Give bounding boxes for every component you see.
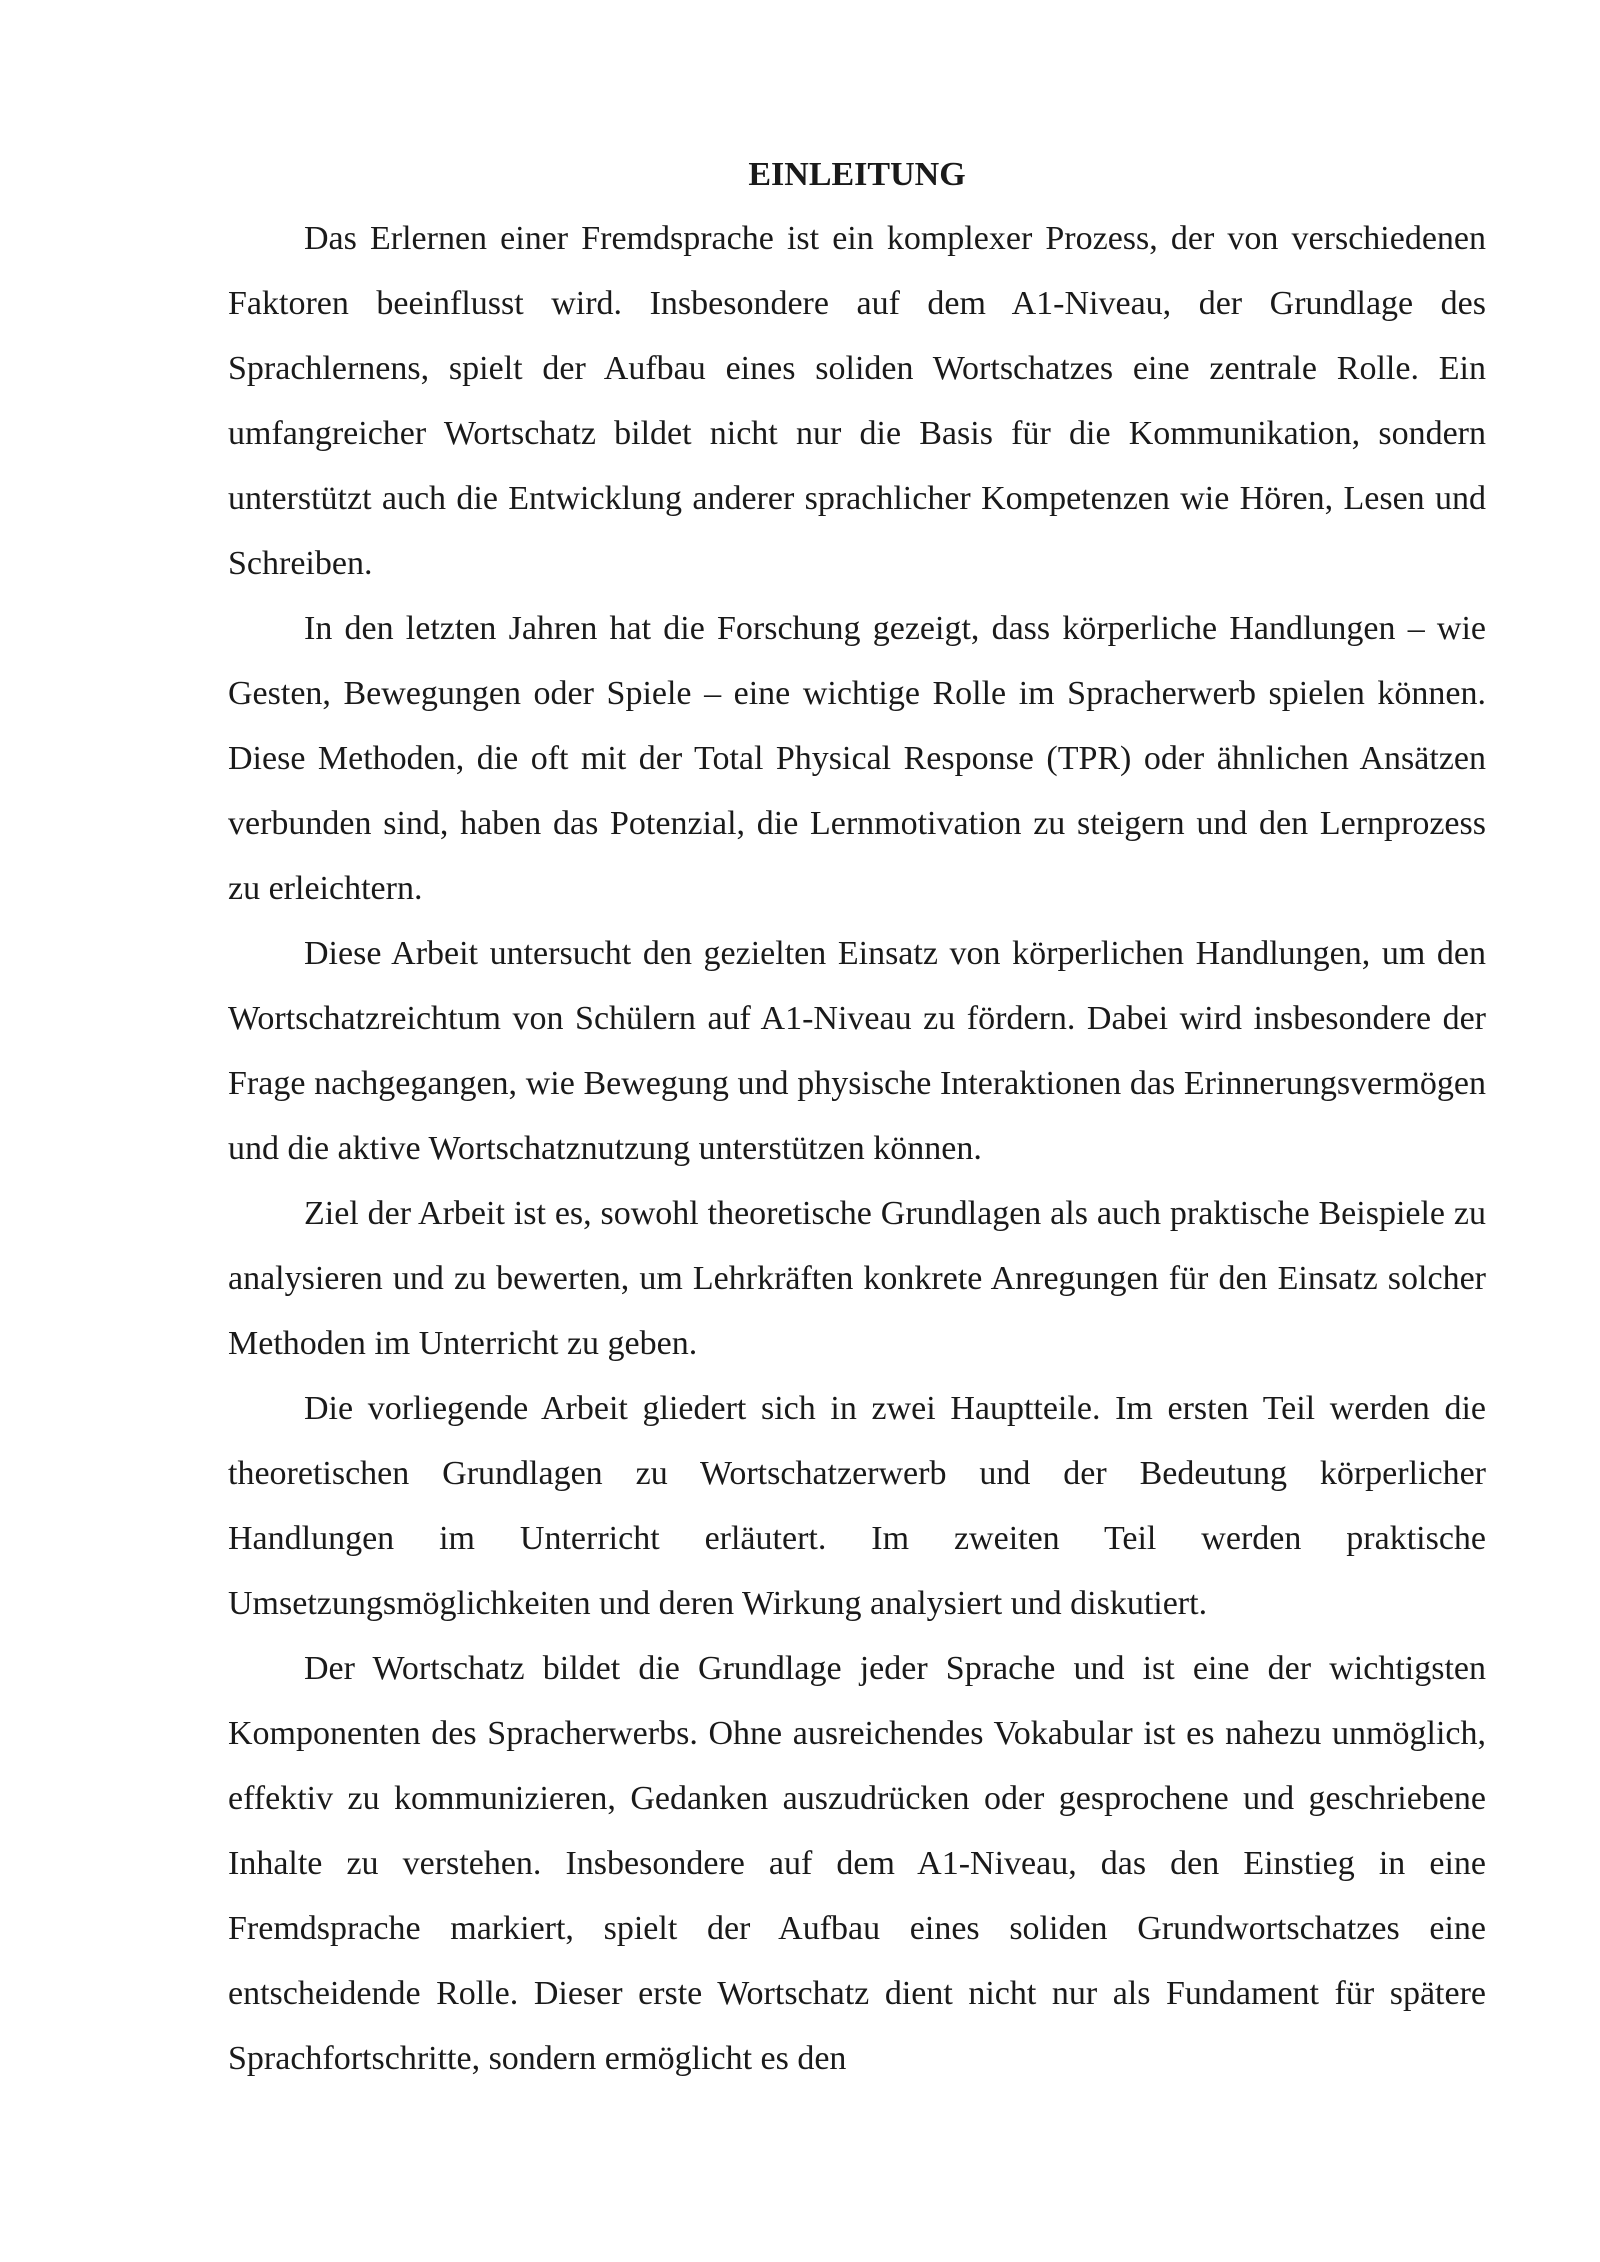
paragraph-6: Der Wortschatz bildet die Grundlage jeder Sprache und ist eine der wichtigsten Komponenten des Spracherwerbs. Ohne ausreichendes Vokabular ist es nahezu unmöglich, effektiv zu kommunizieren, Gedanken auszudrücken oder gesprochene und geschriebene Inhalte zu verstehen. Insbesondere auf dem A1-Niveau, das den Einstieg in eine Fremdsprache markiert, spielt der Aufbau eines soliden Grundwortschatzes eine entscheidende Rolle. Dieser erste Wortschatz dient nicht nur als Fundament für spätere Sprachfortschritte, sondern ermöglicht es den: [228, 1650, 1486, 2077]
paragraph-3: Diese Arbeit untersucht den gezielten Einsatz von körperlichen Handlungen, um den Wortschatzreichtum von Schülern auf A1-Niveau zu fördern. Dabei wird insbesondere der Frage nachgegangen, wie Bewegung und physische Interaktionen das Erinnerungsvermögen und die aktive Wortschatznutzung unterstützen können.: [228, 935, 1486, 1167]
paragraph-4: Ziel der Arbeit ist es, sowohl theoretische Grundlagen als auch praktische Beispiele zu analysieren und zu bewerten, um Lehrkräften konkrete Anregungen für den Einsatz solcher Methoden im Unterricht zu geben.: [228, 1195, 1486, 1362]
paragraph-1: Das Erlernen einer Fremdsprache ist ein komplexer Prozess, der von verschiedenen Faktoren beeinflusst wird. Insbesondere auf dem A1-Niveau, der Grundlage des Sprachlernens, spielt der Aufbau eines soliden Wortschatzes eine zentrale Rolle. Ein umfangreicher Wortschatz bildet nicht nur die Basis für die Kommunikation, sondern unterstützt auch die Entwicklung anderer sprachlicher Kompetenzen wie Hören, Lesen und Schreiben.: [228, 220, 1486, 582]
section-title: EINLEITUNG: [748, 156, 966, 193]
paragraph-5: Die vorliegende Arbeit gliedert sich in zwei Hauptteile. Im ersten Teil werden die theoretischen Grundlagen zu Wortschatzerwerb und der Bedeutung körperlicher Handlungen im Unterricht erläutert. Im zweiten Teil werden praktische Umsetzungsmöglichkeiten und deren Wirkung analysiert und diskutiert.: [228, 1390, 1486, 1622]
page-body: [228, 144, 1486, 2091]
paragraph-2: In den letzten Jahren hat die Forschung gezeigt, dass körperliche Handlungen – wie Gesten, Bewegungen oder Spiele – eine wichtige Rolle im Spracherwerb spielen können. Diese Methoden, die oft mit der Total Physical Response (TPR) oder ähnlichen Ansätzen verbunden sind, haben das Potenzial, die Lernmotivation zu steigern und den Lernprozess zu erleichtern.: [228, 610, 1486, 907]
